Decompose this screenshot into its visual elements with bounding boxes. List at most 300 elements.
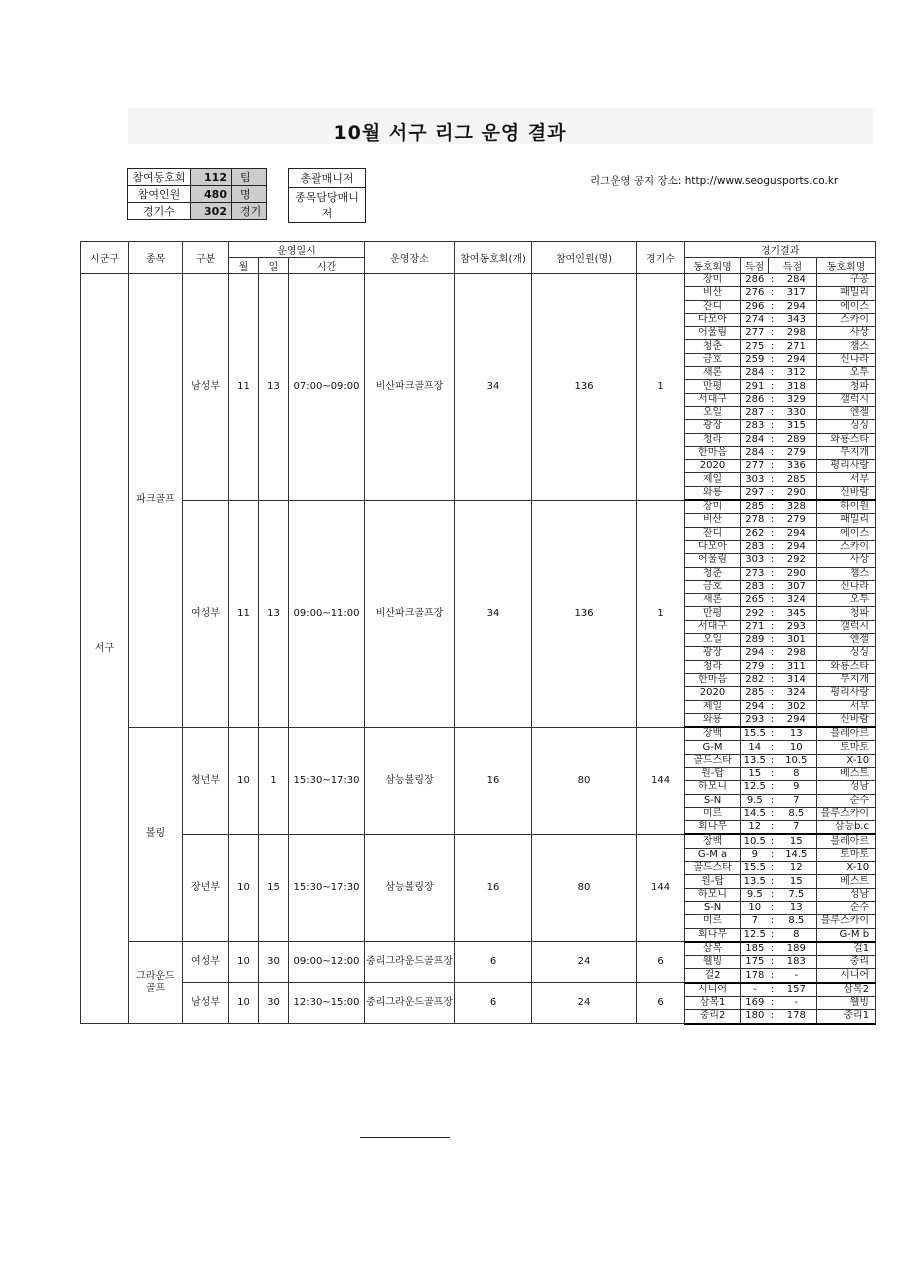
- score-a: 285: [741, 687, 769, 700]
- score-a: 9: [741, 848, 769, 861]
- division-cell: 청년부: [183, 727, 229, 834]
- header-club-a: 동호회명: [685, 258, 741, 274]
- club-b-name: 중리1: [817, 1010, 876, 1024]
- score-b: 7.5: [777, 888, 817, 901]
- club-a-name: 중리2: [685, 1010, 741, 1024]
- score-separator: :: [769, 327, 777, 340]
- summary-row: [128, 169, 267, 186]
- header-people: 참여인원(명): [532, 242, 637, 274]
- club-b-name: 스카이: [817, 540, 876, 553]
- score-separator: :: [769, 446, 777, 459]
- club-a-name: 다모아: [685, 313, 741, 326]
- sport-cell: 파크골프: [129, 274, 183, 728]
- score-a: 292: [741, 607, 769, 620]
- summary-value: 480: [191, 186, 232, 203]
- score-separator: :: [769, 969, 777, 983]
- page-title: 10월 서구 리그 운영 결과: [333, 122, 567, 144]
- header-score-b: 득점: [769, 258, 817, 274]
- people-count-cell: 136: [532, 500, 637, 727]
- clubs-count-cell: 34: [455, 274, 532, 501]
- score-b: 13: [777, 901, 817, 914]
- club-b-name: 오투: [817, 367, 876, 380]
- header-day: 일: [259, 258, 289, 274]
- score-separator: :: [769, 942, 777, 956]
- day-cell: 30: [259, 942, 289, 983]
- notice-text: 리그운영 공지 장소: http://www.seogusports.co.kr: [590, 175, 839, 187]
- club-b-name: 평리사랑: [817, 460, 876, 473]
- score-a: 294: [741, 700, 769, 713]
- club-a-name: 광장: [685, 647, 741, 660]
- score-b: 293: [777, 620, 817, 633]
- header-results: 경기결과: [685, 242, 876, 258]
- time-cell: 15:30~17:30: [289, 834, 365, 941]
- venue-cell: 비산파크골프장: [365, 274, 455, 501]
- club-a-name: 잔디: [685, 527, 741, 540]
- score-separator: :: [769, 997, 777, 1010]
- score-a: 12.5: [741, 781, 769, 794]
- clubs-count-cell: 16: [455, 727, 532, 834]
- club-a-name: 어울림: [685, 554, 741, 567]
- club-b-name: 서부: [817, 700, 876, 713]
- time-cell: 09:00~11:00: [289, 500, 365, 727]
- club-b-name: 챔스: [817, 567, 876, 580]
- result-row: [81, 983, 876, 997]
- result-row: [81, 834, 876, 848]
- score-separator: :: [769, 486, 777, 500]
- score-b: 315: [777, 420, 817, 433]
- people-count-cell: 80: [532, 727, 637, 834]
- score-b: 294: [777, 527, 817, 540]
- time-cell: 15:30~17:30: [289, 727, 365, 834]
- score-a: 275: [741, 340, 769, 353]
- score-b: 302: [777, 700, 817, 713]
- club-b-name: 엔젤: [817, 634, 876, 647]
- score-b: 271: [777, 340, 817, 353]
- club-a-name: 청춘: [685, 340, 741, 353]
- score-a: 284: [741, 367, 769, 380]
- club-a-name: 만평: [685, 607, 741, 620]
- club-b-name: 블루스카이: [817, 807, 876, 820]
- club-b-name: 오투: [817, 594, 876, 607]
- club-b-name: 하이원: [817, 500, 876, 514]
- summary-label: 참여동호회: [128, 169, 191, 186]
- club-b-name: 신바람: [817, 486, 876, 500]
- division-cell: 남성부: [183, 274, 229, 501]
- score-b: 7: [777, 794, 817, 807]
- score-separator: :: [769, 700, 777, 713]
- division-cell: 장년부: [183, 834, 229, 941]
- club-b-name: 패밀리: [817, 514, 876, 527]
- score-a: 279: [741, 660, 769, 673]
- score-a: 291: [741, 380, 769, 393]
- games-count-cell: 1: [637, 500, 685, 727]
- club-b-name: 신바람: [817, 713, 876, 727]
- club-a-name: 청춘: [685, 567, 741, 580]
- score-separator: :: [769, 554, 777, 567]
- score-a: 15.5: [741, 727, 769, 741]
- manager-table: [288, 168, 366, 223]
- score-a: 185: [741, 942, 769, 956]
- games-count-cell: 6: [637, 942, 685, 983]
- club-a-name: 장미: [685, 500, 741, 514]
- club-a-name: 미르: [685, 915, 741, 928]
- club-b-name: 와룡스타: [817, 660, 876, 673]
- club-b-name: 토마토: [817, 848, 876, 861]
- score-b: 345: [777, 607, 817, 620]
- score-b: 157: [777, 983, 817, 997]
- score-separator: :: [769, 862, 777, 875]
- club-a-name: 다모아: [685, 540, 741, 553]
- club-a-name: 와룡: [685, 486, 741, 500]
- score-a: 271: [741, 620, 769, 633]
- club-b-name: 평리사랑: [817, 687, 876, 700]
- score-b: 330: [777, 406, 817, 419]
- club-b-name: 챔스: [817, 340, 876, 353]
- score-separator: :: [769, 527, 777, 540]
- score-a: 284: [741, 433, 769, 446]
- score-a: 303: [741, 473, 769, 486]
- games-count-cell: 144: [637, 727, 685, 834]
- score-separator: :: [769, 500, 777, 514]
- score-b: 290: [777, 567, 817, 580]
- score-separator: :: [769, 713, 777, 727]
- score-separator: :: [769, 607, 777, 620]
- header-division: 구분: [183, 242, 229, 274]
- club-a-name: 제일: [685, 473, 741, 486]
- score-separator: :: [769, 875, 777, 888]
- club-b-name: 엔젤: [817, 406, 876, 419]
- club-b-name: 시니어: [817, 969, 876, 983]
- score-a: 180: [741, 1010, 769, 1024]
- score-b: 14.5: [777, 848, 817, 861]
- score-a: 276: [741, 287, 769, 300]
- score-b: 279: [777, 514, 817, 527]
- club-b-name: 싱싱: [817, 647, 876, 660]
- score-b: 294: [777, 300, 817, 313]
- score-a: 14: [741, 741, 769, 754]
- score-b: 8: [777, 928, 817, 942]
- score-separator: :: [769, 313, 777, 326]
- summary-label: 경기수: [128, 203, 191, 220]
- summary-unit: 팀: [232, 169, 267, 186]
- score-separator: :: [769, 300, 777, 313]
- score-a: 10.5: [741, 834, 769, 848]
- score-a: -: [741, 983, 769, 997]
- result-row: [81, 727, 876, 741]
- month-cell: 10: [229, 983, 259, 1024]
- score-b: 314: [777, 673, 817, 686]
- division-cell: 여성부: [183, 500, 229, 727]
- score-separator: :: [769, 767, 777, 780]
- venue-cell: 비산파크골프장: [365, 500, 455, 727]
- header-sport: 종목: [129, 242, 183, 274]
- score-separator: :: [769, 380, 777, 393]
- result-row: [81, 500, 876, 514]
- score-b: 298: [777, 327, 817, 340]
- footer-line: [360, 1137, 450, 1138]
- venue-cell: 삼능볼링장: [365, 727, 455, 834]
- club-a-name: 오일: [685, 634, 741, 647]
- score-a: 303: [741, 554, 769, 567]
- score-a: 283: [741, 420, 769, 433]
- club-a-name: S-N: [685, 901, 741, 914]
- score-separator: :: [769, 727, 777, 741]
- score-a: 287: [741, 406, 769, 419]
- score-separator: :: [769, 406, 777, 419]
- score-b: 294: [777, 713, 817, 727]
- score-separator: :: [769, 340, 777, 353]
- header-schedule: 운영일시: [229, 242, 365, 258]
- club-a-name: G-M a: [685, 848, 741, 861]
- club-a-name: 만평: [685, 380, 741, 393]
- club-a-name: 시니어: [685, 983, 741, 997]
- games-count-cell: 144: [637, 834, 685, 941]
- score-separator: :: [769, 420, 777, 433]
- score-a: 15.5: [741, 862, 769, 875]
- score-a: 285: [741, 500, 769, 514]
- club-a-name: S-N: [685, 794, 741, 807]
- score-a: 7: [741, 915, 769, 928]
- score-a: 10: [741, 901, 769, 914]
- club-a-name: 와룡: [685, 713, 741, 727]
- score-separator: :: [769, 1010, 777, 1024]
- venue-cell: 삼능볼링장: [365, 834, 455, 941]
- club-b-name: 걸1: [817, 942, 876, 956]
- day-cell: 30: [259, 983, 289, 1024]
- club-b-name: 베스트: [817, 875, 876, 888]
- venue-cell: 중리그라운드골프장: [365, 942, 455, 983]
- score-b: 183: [777, 956, 817, 969]
- club-b-name: 갤럭시: [817, 620, 876, 633]
- score-a: 13.5: [741, 754, 769, 767]
- manager-label: 총괄매니저: [289, 169, 366, 188]
- club-b-name: 스카이: [817, 313, 876, 326]
- games-count-cell: 6: [637, 983, 685, 1024]
- score-separator: :: [769, 754, 777, 767]
- score-b: 289: [777, 433, 817, 446]
- club-b-name: 구공: [817, 274, 876, 287]
- score-b: -: [777, 969, 817, 983]
- summary-value: 112: [191, 169, 232, 186]
- score-a: 294: [741, 647, 769, 660]
- club-b-name: 블레아르: [817, 727, 876, 741]
- header-clubs: 참여동호회(개): [455, 242, 532, 274]
- games-count-cell: 1: [637, 274, 685, 501]
- club-b-name: 중리: [817, 956, 876, 969]
- club-a-name: G-M: [685, 741, 741, 754]
- clubs-count-cell: 6: [455, 942, 532, 983]
- score-a: 297: [741, 486, 769, 500]
- club-b-name: 삼목2: [817, 983, 876, 997]
- club-a-name: 회나무: [685, 821, 741, 835]
- score-separator: :: [769, 287, 777, 300]
- club-a-name: 하모니: [685, 781, 741, 794]
- summary-value: 302: [191, 203, 232, 220]
- club-a-name: 한마음: [685, 673, 741, 686]
- score-b: 12: [777, 862, 817, 875]
- score-a: 13.5: [741, 875, 769, 888]
- header-time: 시간: [289, 258, 365, 274]
- club-a-name: 광장: [685, 420, 741, 433]
- summary-row: [128, 203, 267, 220]
- clubs-count-cell: 16: [455, 834, 532, 941]
- time-cell: 09:00~12:00: [289, 942, 365, 983]
- score-separator: :: [769, 834, 777, 848]
- month-cell: 10: [229, 834, 259, 941]
- score-a: 277: [741, 460, 769, 473]
- score-b: 324: [777, 687, 817, 700]
- club-a-name: 장미: [685, 274, 741, 287]
- score-b: 294: [777, 353, 817, 366]
- manager-label: 종목담당매니저: [289, 188, 366, 223]
- score-b: 15: [777, 834, 817, 848]
- score-b: 10.5: [777, 754, 817, 767]
- club-a-name: 제일: [685, 700, 741, 713]
- score-separator: :: [769, 367, 777, 380]
- score-b: 279: [777, 446, 817, 459]
- summary-unit: 경기: [232, 203, 267, 220]
- score-a: 283: [741, 580, 769, 593]
- division-cell: 남성부: [183, 983, 229, 1024]
- score-b: 8: [777, 767, 817, 780]
- score-separator: :: [769, 393, 777, 406]
- club-a-name: 미르: [685, 807, 741, 820]
- score-a: 9.5: [741, 888, 769, 901]
- club-a-name: 금호: [685, 353, 741, 366]
- summary-unit: 명: [232, 186, 267, 203]
- people-count-cell: 80: [532, 834, 637, 941]
- score-b: 7: [777, 821, 817, 835]
- score-b: 329: [777, 393, 817, 406]
- club-a-name: 걸2: [685, 969, 741, 983]
- people-count-cell: 136: [532, 274, 637, 501]
- club-b-name: X-10: [817, 862, 876, 875]
- club-a-name: 새론: [685, 367, 741, 380]
- club-a-name: 장백: [685, 834, 741, 848]
- score-b: 301: [777, 634, 817, 647]
- score-separator: :: [769, 741, 777, 754]
- score-a: 286: [741, 393, 769, 406]
- sport-cell: 볼링: [129, 727, 183, 942]
- score-b: 178: [777, 1010, 817, 1024]
- month-cell: 10: [229, 727, 259, 834]
- score-separator: :: [769, 901, 777, 914]
- time-cell: 12:30~15:00: [289, 983, 365, 1024]
- score-a: 286: [741, 274, 769, 287]
- score-separator: :: [769, 594, 777, 607]
- result-row: [81, 942, 876, 956]
- score-a: 293: [741, 713, 769, 727]
- sport-cell: 그라운드 골프: [129, 942, 183, 1024]
- score-a: 277: [741, 327, 769, 340]
- club-b-name: 신나라: [817, 580, 876, 593]
- score-separator: :: [769, 848, 777, 861]
- score-a: 178: [741, 969, 769, 983]
- club-a-name: 회나무: [685, 928, 741, 942]
- club-b-name: 갤럭시: [817, 393, 876, 406]
- score-b: 10: [777, 741, 817, 754]
- score-b: -: [777, 997, 817, 1010]
- score-b: 317: [777, 287, 817, 300]
- club-b-name: 사상: [817, 554, 876, 567]
- score-separator: :: [769, 673, 777, 686]
- club-b-name: 패밀리: [817, 287, 876, 300]
- club-a-name: 장백: [685, 727, 741, 741]
- day-cell: 13: [259, 500, 289, 727]
- score-a: 12: [741, 821, 769, 835]
- score-separator: :: [769, 956, 777, 969]
- day-cell: 13: [259, 274, 289, 501]
- score-b: 13: [777, 727, 817, 741]
- score-b: 9: [777, 781, 817, 794]
- score-separator: :: [769, 781, 777, 794]
- score-b: 294: [777, 540, 817, 553]
- score-a: 278: [741, 514, 769, 527]
- score-separator: :: [769, 567, 777, 580]
- score-separator: :: [769, 821, 777, 835]
- club-b-name: 순수: [817, 794, 876, 807]
- header-month: 월: [229, 258, 259, 274]
- header-games: 경기수: [637, 242, 685, 274]
- score-a: 284: [741, 446, 769, 459]
- club-a-name: 삼목1: [685, 997, 741, 1010]
- club-b-name: 무지개: [817, 446, 876, 459]
- score-a: 259: [741, 353, 769, 366]
- club-b-name: 에이스: [817, 527, 876, 540]
- score-b: 284: [777, 274, 817, 287]
- score-separator: :: [769, 647, 777, 660]
- score-b: 336: [777, 460, 817, 473]
- club-a-name: 2020: [685, 687, 741, 700]
- header-region: 시군구: [81, 242, 129, 274]
- score-a: 282: [741, 673, 769, 686]
- club-a-name: 골드스타: [685, 754, 741, 767]
- score-separator: :: [769, 888, 777, 901]
- score-b: 298: [777, 647, 817, 660]
- score-a: 296: [741, 300, 769, 313]
- club-a-name: 잔디: [685, 300, 741, 313]
- club-b-name: 청파: [817, 607, 876, 620]
- club-a-name: 한마음: [685, 446, 741, 459]
- score-separator: :: [769, 794, 777, 807]
- club-b-name: 성남: [817, 781, 876, 794]
- club-b-name: 순수: [817, 901, 876, 914]
- club-b-name: G-M b: [817, 928, 876, 942]
- score-b: 285: [777, 473, 817, 486]
- people-count-cell: 24: [532, 983, 637, 1024]
- club-b-name: 와룡스타: [817, 433, 876, 446]
- club-a-name: 새론: [685, 594, 741, 607]
- score-a: 265: [741, 594, 769, 607]
- score-b: 290: [777, 486, 817, 500]
- month-cell: 10: [229, 942, 259, 983]
- score-b: 312: [777, 367, 817, 380]
- club-a-name: 청라: [685, 433, 741, 446]
- score-a: 9.5: [741, 794, 769, 807]
- score-separator: :: [769, 540, 777, 553]
- score-separator: :: [769, 433, 777, 446]
- people-count-cell: 24: [532, 942, 637, 983]
- club-b-name: 블레아르: [817, 834, 876, 848]
- summary-table: [127, 168, 267, 220]
- score-separator: :: [769, 660, 777, 673]
- results-table: [80, 241, 876, 1025]
- division-cell: 여성부: [183, 942, 229, 983]
- score-a: 274: [741, 313, 769, 326]
- venue-cell: 중리그라운드골프장: [365, 983, 455, 1024]
- club-a-name: 오일: [685, 406, 741, 419]
- score-a: 12.5: [741, 928, 769, 942]
